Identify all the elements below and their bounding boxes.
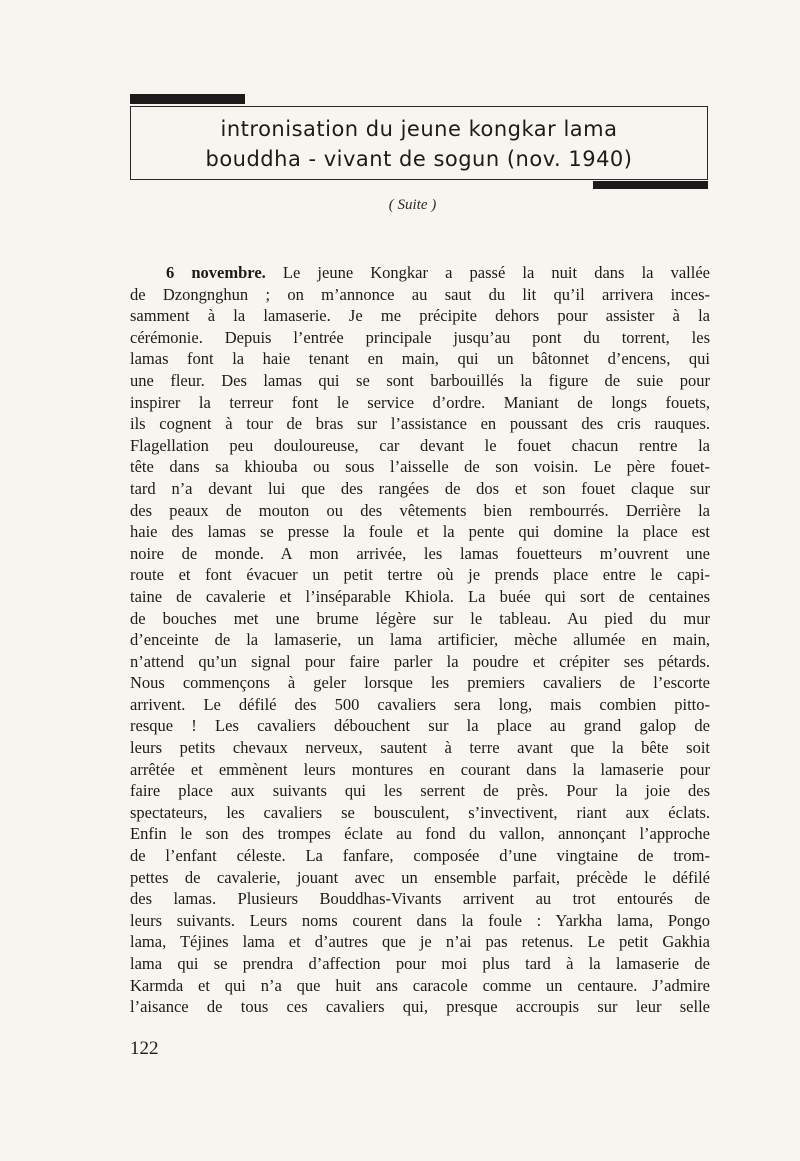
text-line: des peaux de mouton ou des vêtements bien rembourrés. Derrière la xyxy=(130,500,710,520)
text-line: tête dans sa khiouba ou sous l’aisselle de son voisin. Le père fouet- xyxy=(130,457,710,477)
text-line: haie des lamas se presse la foule et la pente qui domine la place est xyxy=(130,522,710,542)
text-line: Flagellation peu douloureuse, car devant le fouet chacun rentre la xyxy=(130,435,710,455)
text-line: inspirer la terreur font le service d’ordre. Maniant de longs fouets, xyxy=(130,392,710,412)
page-number: 122 xyxy=(130,1038,159,1059)
text-line: leurs suivants. Leurs noms courent dans la foule : Yarkha lama, Pongo xyxy=(130,910,710,930)
title-decor-bar-top xyxy=(130,94,245,104)
text-line: Nous commençons à geler lorsque les premiers cavaliers de l’escorte xyxy=(130,673,710,693)
text-line: ils cognent à tour de bras sur l’assistance en poussant des cris rauques. xyxy=(130,414,710,434)
title-line-1: intronisation du jeune kongkar lama xyxy=(220,117,618,141)
text-line: des lamas. Plusieurs Bouddhas-Vivants arrivent au trot entourés de xyxy=(130,889,710,909)
text-line: Enfin le son des trompes éclate au fond du vallon, annonçant l’approche xyxy=(130,824,710,844)
text-line: taine de cavalerie et l’inséparable Khiola. La buée qui sort de centaines xyxy=(130,586,710,606)
text-line: lama, Téjines lama et d’autres que je n’ai pas retenus. Le petit Gakhia xyxy=(130,932,710,952)
text-line: tard n’a devant lui que des rangées de dos et son fouet claque sur xyxy=(130,478,710,498)
text-line: Karmda et qui n’a que huit ans caracole comme un centaure. J’admire xyxy=(130,975,710,995)
text-line-content: Le jeune Kongkar a passé la nuit dans la vallée xyxy=(282,263,710,282)
text-line: leurs petits chevaux nerveux, sautent à terre avant que la bête soit xyxy=(130,738,710,758)
title-box xyxy=(130,106,708,180)
text-line: l’aisance de tous ces cavaliers qui, presque accroupis sur leur selle xyxy=(130,997,710,1017)
text-line: une fleur. Des lamas qui se sont barbouillés la figure de suie pour xyxy=(130,370,710,390)
text-line: de Dzongnghun ; on m’annonce au saut du lit qu’il arrivera inces- xyxy=(130,284,710,304)
text-line: cérémonie. Depuis l’entrée principale jusqu’au pont du torrent, les xyxy=(130,327,710,347)
text-line: route et font évacuer un petit tertre où je prends place entre le capi- xyxy=(130,565,710,585)
text-line: faire place aux suivants qui les serrent de près. Pour la joie des xyxy=(130,781,710,801)
subtitle-suite: ( Suite ) xyxy=(388,197,437,213)
text-line: resque ! Les cavaliers débouchent sur la place au grand galop de xyxy=(130,716,710,736)
text-line: d’enceinte de la lamaserie, un lama artificier, mèche allumée en main, xyxy=(130,630,710,650)
text-line: lama qui se prendra d’affection pour moi plus tard à la lamaserie de xyxy=(130,954,710,973)
article-body xyxy=(130,262,710,1018)
text-line: samment à la lamaserie. Je me précipite dehors pour assister à la xyxy=(130,306,710,326)
text-line: lamas font la haie tenant en main, qui un bâtonnet d’encens, qui xyxy=(130,349,710,369)
title-line-2: bouddha - vivant de sogun (nov. 1940) xyxy=(205,147,633,171)
title-decor-bar-bottom xyxy=(593,181,708,189)
text-line: de l’enfant céleste. La fanfare, composée d’une vingtaine de trom- xyxy=(130,846,710,866)
text-line: n’attend qu’un signal pour faire parler la poudre et crépiter ses pétards. xyxy=(130,651,710,671)
text-line: spectateurs, les cavaliers se bousculent, s’invectivent, riant aux éclats. xyxy=(130,802,710,822)
text-line: de bouches met une brume légère sur le tableau. Au pied du mur xyxy=(130,608,710,628)
text-line: arrivent. Le défilé des 500 cavaliers sera long, mais combien pitto- xyxy=(130,694,710,714)
text-line: arrêtée et emmènent leurs montures en courant dans la lamaserie pour xyxy=(130,759,710,779)
text-line xyxy=(130,262,710,284)
date-label: 6 novembre. xyxy=(166,263,266,282)
text-line: pettes de cavalerie, jouant avec un ensemble parfait, précède le défilé xyxy=(130,867,710,887)
text-line: noire de monde. A mon arrivée, les lamas fouetteurs m’ouvrent une xyxy=(130,543,710,563)
